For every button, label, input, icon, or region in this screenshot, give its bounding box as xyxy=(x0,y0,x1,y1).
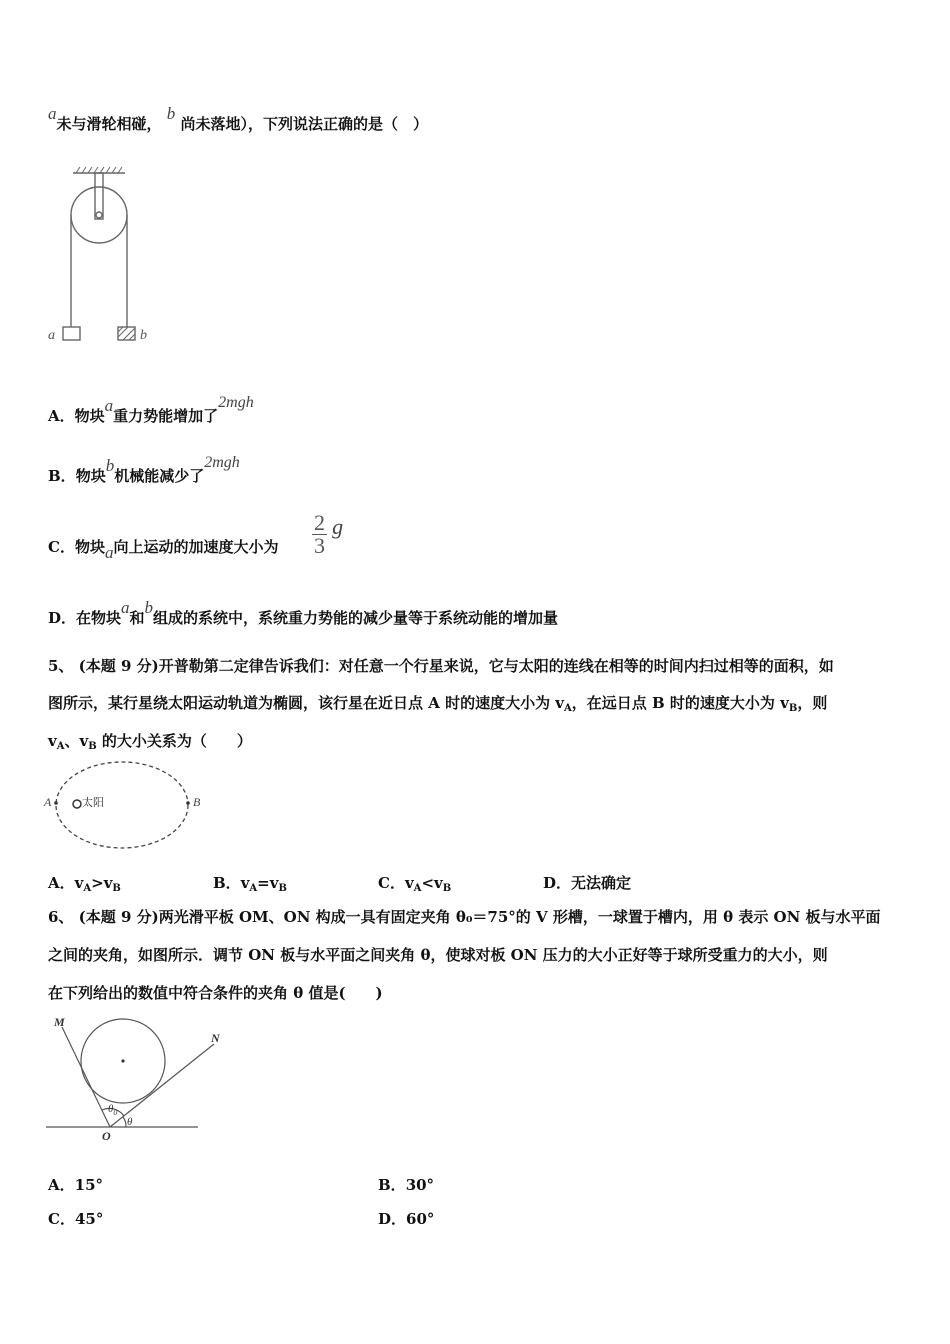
q6-line3: 在下列给出的数值中符合条件的夹角 θ 值是( ) xyxy=(48,984,383,1002)
option-letter: D． xyxy=(378,1210,407,1228)
option-letter: C． xyxy=(48,538,75,556)
option-C[interactable] xyxy=(48,537,279,562)
option-letter: C． xyxy=(48,1210,75,1228)
q5-text: ，则 xyxy=(797,694,828,712)
q5-text: v xyxy=(48,732,57,750)
label-M: M xyxy=(54,1015,65,1029)
q6-option-C[interactable] xyxy=(48,1209,103,1229)
planet-at-B xyxy=(186,801,190,805)
q5-text: 图所示，某行星绕太阳运动轨道为椭圆，该行星在近日点 A 时的速度大小为 v xyxy=(48,694,565,712)
option-text: 向上运动的加速度大小为 xyxy=(113,538,279,556)
option-text: 物块 xyxy=(74,407,105,425)
q6-option-A[interactable] xyxy=(48,1175,103,1195)
var-b: b xyxy=(144,598,154,617)
option-letter: D． xyxy=(543,874,572,892)
option-B[interactable] xyxy=(48,454,240,487)
label-N: N xyxy=(211,1031,220,1045)
angle-theta-arc xyxy=(123,1117,126,1127)
q6-line2: 之间的夹角，如图所示．调节 ON 板与水平面之间夹角 θ，使球对板 ON 压力的大小正好等于球所受重力的大小，则 xyxy=(48,946,828,964)
subscript: A xyxy=(56,741,65,752)
var-b: b xyxy=(166,104,176,123)
ball-center xyxy=(121,1059,124,1062)
label-B: B xyxy=(193,795,201,809)
label-theta0: $\theta_0$ xyxy=(108,1103,118,1117)
orbit-figure xyxy=(40,758,220,853)
orbit-ellipse xyxy=(56,762,188,848)
option-D[interactable] xyxy=(48,598,559,628)
var-b: b xyxy=(105,456,115,475)
q5-option-B[interactable]: B．$v_A=v_B$ xyxy=(213,874,287,894)
label-b: b xyxy=(140,328,147,343)
q6-line1: 6、 (本题 9 分)两光滑平板 OM、ON 构成一具有固定夹角 θ₀＝75°的 V 形槽，一球置于槽内，用 θ 表示 ON 板与水平面 xyxy=(48,908,881,926)
q4-stem-line xyxy=(48,104,428,134)
q5-text: 、v xyxy=(64,732,89,750)
q5-line2 xyxy=(48,693,827,716)
numerator: 2 xyxy=(314,510,325,535)
pulley-axle xyxy=(96,212,102,218)
option-letter: B． xyxy=(48,467,76,485)
block-a xyxy=(63,327,80,340)
q4-stem-part2: 尚未落地），下列说法正确的是（ ） xyxy=(180,115,428,133)
q5-option-C[interactable]: C．$v_A<v_B$ xyxy=(378,874,452,894)
q5-option-D[interactable] xyxy=(543,873,631,893)
formula-2mgh: 2mgh xyxy=(204,454,240,471)
option-value: 45° xyxy=(74,1210,104,1228)
option-A[interactable] xyxy=(48,394,254,427)
plate-ON xyxy=(110,1044,214,1127)
q5-line1: 5、 (本题 9 分)开普勒第二定律告诉我们：对任意一个行星来说，它与太阳的连线在相等的时间内扫过相等的面积，如 xyxy=(48,657,834,675)
option-text: 物块 xyxy=(74,538,105,556)
label-O: O xyxy=(102,1129,111,1143)
q5-text: 的大小关系为（ ） xyxy=(96,732,252,750)
option-letter: B． xyxy=(213,874,241,892)
subscript: B xyxy=(788,703,798,714)
label-a: a xyxy=(48,328,55,343)
option-letter: C． xyxy=(378,874,405,892)
option-text: 机械能减少了 xyxy=(114,467,205,485)
option-letter: A． xyxy=(48,1176,75,1194)
var-a: a xyxy=(104,396,114,415)
option-value: 15° xyxy=(74,1176,104,1194)
option-letter: A． xyxy=(48,407,75,425)
option-value: 60° xyxy=(406,1210,435,1228)
option-letter: A． xyxy=(48,874,75,892)
sun-icon xyxy=(73,800,81,808)
option-text: 物块 xyxy=(75,467,106,485)
pulley-figure xyxy=(40,165,170,355)
var-a: a xyxy=(48,104,57,123)
option-text: 重力势能增加了 xyxy=(113,407,219,425)
denominator: 3 xyxy=(314,533,325,558)
var-a: a xyxy=(104,543,114,562)
option-letter: D． xyxy=(48,609,77,627)
option-text: 在物块 xyxy=(76,609,122,627)
fraction-2-3-g xyxy=(312,512,343,557)
label-A: A xyxy=(44,795,52,809)
label-theta: θ xyxy=(127,1116,133,1128)
q5-text: ，在远日点 B 时的速度大小为 v xyxy=(571,694,789,712)
q4-stem-part1: 未与滑轮相碰， xyxy=(56,115,162,133)
v-groove-figure xyxy=(40,1012,220,1147)
q5-option-A[interactable]: A．$v_A>v_B$ xyxy=(48,874,121,894)
option-value: 30° xyxy=(405,1176,435,1194)
block-b-hatch xyxy=(118,327,135,340)
q5-line3 xyxy=(48,731,252,754)
option-text: 和 xyxy=(129,609,145,627)
q6-option-D[interactable] xyxy=(378,1209,434,1229)
subscript: B xyxy=(88,741,97,752)
q6-option-B[interactable] xyxy=(378,1175,434,1195)
ceiling-hatch xyxy=(76,167,122,173)
var-g: g xyxy=(332,513,344,539)
sun-label: 太阳 xyxy=(82,796,104,809)
var-a: a xyxy=(121,598,130,617)
fraction xyxy=(312,512,327,557)
option-text: 无法确定 xyxy=(571,874,632,892)
option-letter: B． xyxy=(378,1176,406,1194)
pulley-wheel xyxy=(71,187,127,243)
option-text: 组成的系统中，系统重力势能的减少量等于系统动能的增加量 xyxy=(153,609,559,627)
subscript: A xyxy=(564,703,572,714)
planet-at-A xyxy=(54,801,58,805)
formula-2mgh: 2mgh xyxy=(218,394,254,411)
